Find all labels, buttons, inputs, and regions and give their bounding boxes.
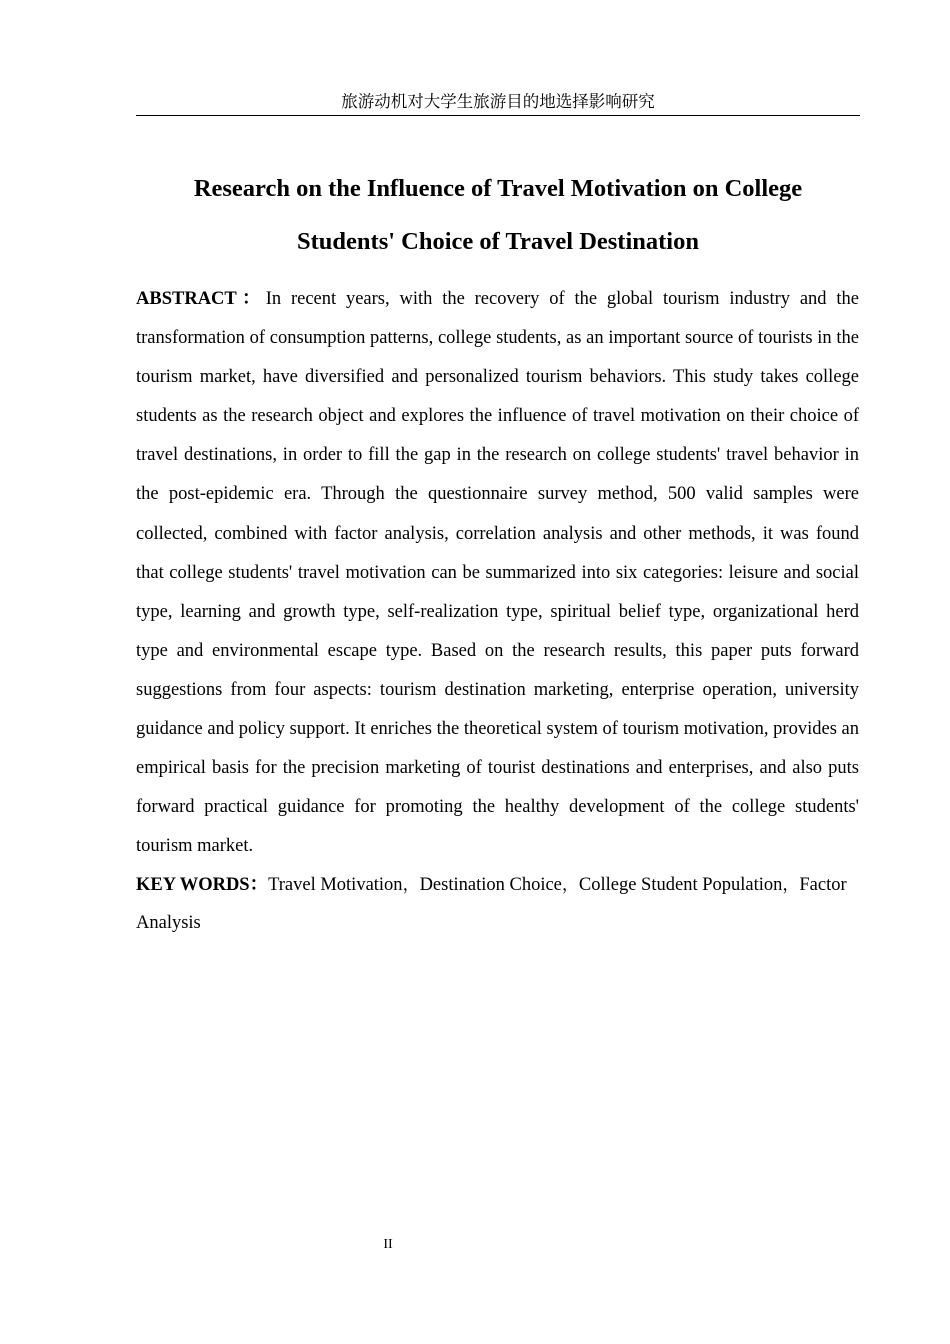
- keyword: Travel Motivation: [268, 875, 403, 895]
- keywords-label: KEY WORDS：: [136, 875, 269, 895]
- abstract-label: ABSTRACT：: [136, 289, 266, 309]
- paper-title-line-1: Research on the Influence of Travel Motivation on College: [193, 175, 803, 202]
- paper-title-line-2: Students' Choice of Travel Destination: [297, 228, 699, 255]
- abstract-text: In recent years, with the recovery of the global tourism industry and the transformation of consumption patterns, college students, as an important source of tourists in the tourism market, have diversified and personalized tourism behaviors. This study takes college students as the research object and explores the influence of travel motivation on their choice of travel destinations, in order to fill the gap in the research on college students' travel behavior in the post-epidemic era. Through the questionnaire survey method, 500 valid samples were collected, combined with factor analysis, correlation analysis and other methods, it was found that college students' travel motivation can be summarized into six categories: leisure and social type, learning and growth type, self-realization type, spiritual belief type, organizational herd type and environmental escape type. Based on the research results, this paper puts forward suggestions from four aspects: tourism destination marketing, enterprise operation, university guidance and policy support. It enriches the theoretical system of tourism motivation, provides an empirical basis for the precision marketing of tourist destinations and enterprises, and also puts forward practical guidance for promoting the healthy development of the college students' tourism market.: [136, 289, 859, 857]
- abstract-paragraph: [136, 280, 859, 866]
- page-number: II: [383, 1237, 393, 1252]
- keyword-separator: ，: [402, 875, 420, 895]
- keyword: Factor Analysis: [136, 875, 847, 933]
- running-header: 旅游动机对大学生旅游目的地选择影响研究: [136, 90, 860, 116]
- keyword: Destination Choice: [419, 875, 562, 895]
- paper-title: [136, 162, 860, 268]
- keyword-separator: ，: [782, 875, 800, 895]
- keywords-paragraph: [136, 866, 859, 942]
- keyword-separator: ，: [561, 875, 579, 895]
- keyword: College Student Population: [578, 875, 783, 895]
